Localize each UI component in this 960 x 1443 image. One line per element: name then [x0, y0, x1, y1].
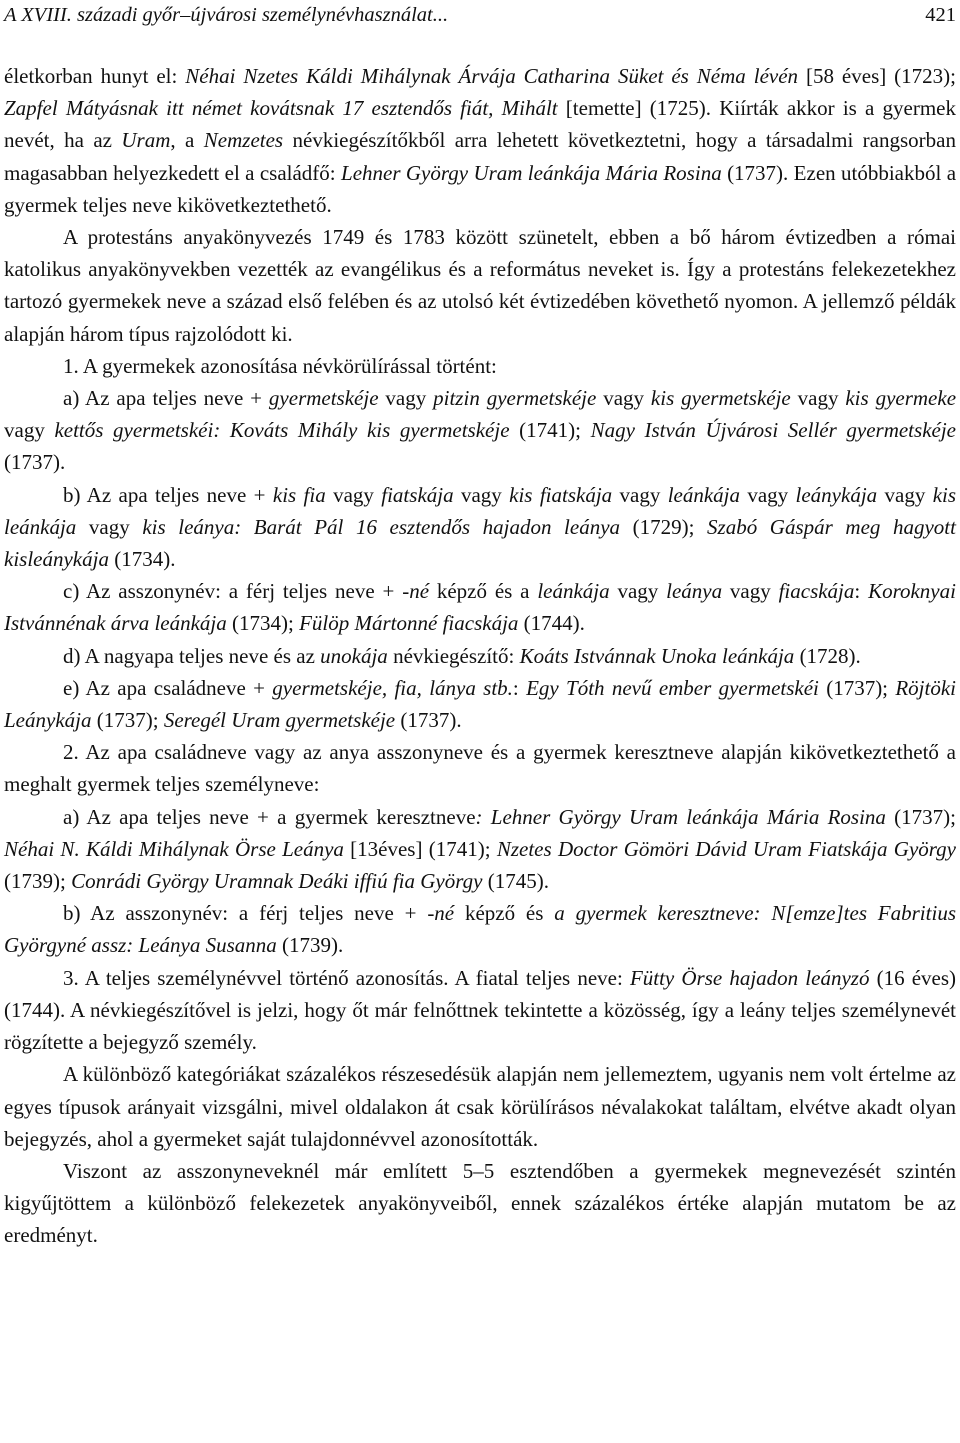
italic-text-run: gyermetskéje: [268, 386, 379, 411]
text-run: A különböző kategóriákat százalékos részesedésük alapján nem jellemeztem, ugyanis nem volt értelme az egyes típusok arányait vizsgálni, mivel oldalakon át csak körülírásos névalakokat találtam, elvétve akadt olyan bejegyzés, ahol a gyermeket saját tulajdonnévvel azonosították.: [4, 1062, 956, 1151]
text-run: (1737);: [91, 708, 164, 733]
text-run: életkorban hunyt el:: [4, 64, 186, 88]
page-number: 421: [925, 4, 956, 26]
text-run: e) Az apa családneve +: [63, 675, 273, 700]
text-run: vagy: [325, 482, 382, 507]
italic-text-run: Zapfel Mátyásnak itt német kovátsnak 17 esztendős fiát, Mihált: [4, 96, 558, 121]
text-run: 1. A gyermekek azonosítása névkörülírással történt:: [63, 353, 497, 378]
text-run: képző és a: [429, 579, 538, 604]
text-run: 2. Az apa családneve vagy az anya asszonyneve és a gyermek keresztneve alapján kikövetkeztethető a meghalt gyermek teljes személyneve:: [4, 740, 956, 797]
text-run: vagy: [612, 482, 668, 507]
text-run: vagy: [453, 482, 510, 507]
italic-text-run: kis fia: [272, 482, 326, 507]
body-text: [4, 60, 956, 1252]
text-run: (1737);: [885, 804, 956, 829]
italic-text-run: kis gyermeke: [845, 386, 957, 411]
text-run: (1737);: [818, 675, 896, 700]
italic-text-run: unokája: [320, 643, 388, 668]
text-run: (1739).: [276, 933, 344, 958]
text-run: vagy: [378, 386, 434, 411]
text-run: a) Az apa teljes neve +: [63, 386, 269, 411]
paragraph: [4, 736, 956, 800]
text-run: [13éves] (1741);: [343, 836, 497, 861]
italic-text-run: kis leánkája: [4, 482, 957, 539]
text-run: (1741);: [509, 418, 591, 443]
paragraph: [4, 897, 956, 961]
italic-text-run: Egy Tóth nevű ember gyermetskéi: [526, 675, 819, 700]
italic-text-run: -né: [427, 901, 455, 926]
paragraph: [4, 640, 956, 672]
text-run: A protestáns anyakönyvezés 1749 és 1783 között szünetelt, ebben a bő három évtizedben a római katolikus anyakönyvekben vezették az evangélikus és a református neveket is. Így a protestáns felekezetekhez tartozó gyermekek neve a század első felében és az utolsó két évtizedében követhető nyomon. A jellemző példák alapján három típus rajzolódott ki.: [4, 225, 956, 346]
text-run: vagy: [76, 514, 143, 539]
paragraph: [4, 575, 956, 639]
italic-text-run: Nzetes Doctor Gömöri Dávid Uram Fiatskája György: [496, 836, 956, 861]
italic-text-run: : Lehner György Uram leánkája Mária Rosina: [475, 804, 886, 829]
text-run: d) A nagyapa teljes neve és az: [63, 643, 321, 668]
text-run: vagy: [740, 482, 796, 507]
italic-text-run: Nagy István Újvárosi Sellér gyermetskéje: [590, 418, 956, 443]
italic-text-run: Röjtöki Leánykája: [4, 675, 956, 733]
paragraph: [4, 60, 956, 221]
paragraph: [4, 350, 956, 382]
italic-text-run: Szabó Gáspár meg hagyott kisleánykája: [4, 514, 956, 572]
italic-text-run: a gyermek keresztneve: N[emze]tes Fabritius Györgyné assz: Leánya Susanna: [4, 901, 956, 958]
text-run: 3. A teljes személynévvel történő azonosítás. A fiatal teljes neve:: [63, 965, 630, 990]
text-run: (1737).: [395, 708, 462, 733]
text-run: (1744).: [518, 611, 585, 636]
text-run: (1728).: [794, 643, 861, 668]
italic-text-run: kettős gyermetskéi: Kováts Mihály kis gyermetskéje: [54, 418, 510, 443]
italic-text-run: leánkája: [667, 482, 740, 507]
text-run: (1745).: [482, 869, 549, 894]
italic-text-run: -né: [402, 579, 430, 604]
paragraph: [4, 962, 956, 1059]
paragraph: [4, 672, 956, 736]
text-run: b) Az apa teljes neve +: [63, 482, 273, 507]
italic-text-run: Koáts Istvánnak Unoka leánkája: [519, 643, 795, 668]
italic-text-run: Fütty Örse hajadon leányzó: [629, 965, 870, 990]
text-run: (1737). Ezen utóbbiakból a gyermek teljes neve kikövetkeztethető.: [4, 160, 957, 217]
text-run: (1734);: [226, 611, 300, 636]
italic-text-run: kis fiatskája: [509, 482, 613, 507]
text-run: :: [854, 579, 869, 604]
italic-text-run: kis gyermetskéje: [650, 386, 791, 411]
text-run: (1729);: [620, 514, 708, 539]
text-run: vagy: [790, 386, 846, 411]
paragraph: [4, 1058, 956, 1155]
text-run: :: [512, 675, 527, 700]
text-run: (1739);: [4, 869, 72, 894]
italic-text-run: pitzin gyermetskéje: [433, 386, 597, 411]
italic-text-run: Néhai N. Káldi Mihálynak Örse Leánya: [4, 836, 344, 861]
running-header: [4, 4, 956, 34]
italic-text-run: Fülöp Mártonné fiacskája: [299, 611, 519, 636]
text-run: [temette] (1725). Kiírták akkor is a gyermek nevét, ha az: [4, 96, 957, 153]
paragraph: [4, 479, 956, 576]
text-run: vagy: [877, 482, 933, 507]
paragraph: [4, 801, 956, 898]
text-run: névkiegészítőkből arra lehetett következtetni, hogy a társadalmi rangsorban magasabban helyezkedett el a családfő:: [4, 128, 956, 185]
italic-text-run: fiacskája: [778, 579, 855, 604]
italic-text-run: gyermetskéje, fia, lánya stb.: [272, 675, 513, 700]
italic-text-run: Lehner György Uram leánkája Mária Rosina: [341, 160, 722, 185]
text-run: névkiegészítő:: [387, 643, 520, 668]
paragraph: [4, 1155, 956, 1252]
running-title: A XVIII. századi győr–újvárosi személynévhasználat...: [4, 4, 449, 26]
text-run: b) Az asszonynév: a férj teljes neve +: [63, 901, 428, 926]
text-run: vagy: [722, 579, 779, 604]
text-run: vagy: [596, 386, 651, 411]
text-run: vagy: [4, 418, 55, 443]
italic-text-run: Nemzetes: [203, 128, 284, 153]
text-run: képző és: [454, 901, 555, 926]
italic-text-run: leánya: [666, 579, 723, 604]
italic-text-run: leánkája: [537, 579, 610, 604]
italic-text-run: Conrádi György Uramnak Deáki iffiú fia György: [71, 869, 483, 894]
italic-text-run: Koroknyai Istvánnénak árva leánkája: [4, 579, 956, 636]
italic-text-run: leánykája: [795, 482, 878, 507]
text-run: [58 éves] (1723);: [798, 64, 957, 88]
text-run: vagy: [609, 579, 667, 604]
text-run: Viszont az asszonyneveknél már említett 5–5 esztendőben a gyermekek megnevezését szintén kigyűjtöttem a különböző felekezetek anyakönyveiből, ennek százalékos értéke alapján mutatom be az eredményt.: [4, 1158, 956, 1248]
text-run: c) Az asszonynév: a férj teljes neve +: [63, 579, 403, 604]
text-run: (16 éves) (1744). A névkiegészítővel is jelzi, hogy őt már felnőttnek tekintette a közösség, így a leány teljes személynevét rögzítette a bejegyző személy.: [4, 965, 957, 1055]
italic-text-run: Néhai Nzetes Káldi Mihálynak Árvája Catharina Süket és Néma lévén: [185, 64, 799, 88]
italic-text-run: Uram: [121, 128, 171, 153]
text-run: a) Az apa teljes neve + a gyermek keresztneve: [63, 804, 476, 829]
paragraph: [4, 382, 956, 479]
text-run: (1737).: [4, 450, 66, 475]
italic-text-run: kis leánya: Barát Pál 16 esztendős hajadon leánya: [142, 514, 621, 539]
text-run: , a: [170, 128, 204, 153]
italic-text-run: fiatskája: [381, 482, 454, 507]
paragraph: [4, 221, 956, 350]
text-run: (1734).: [108, 547, 176, 572]
italic-text-run: Seregél Uram gyermetskéje: [163, 708, 396, 733]
